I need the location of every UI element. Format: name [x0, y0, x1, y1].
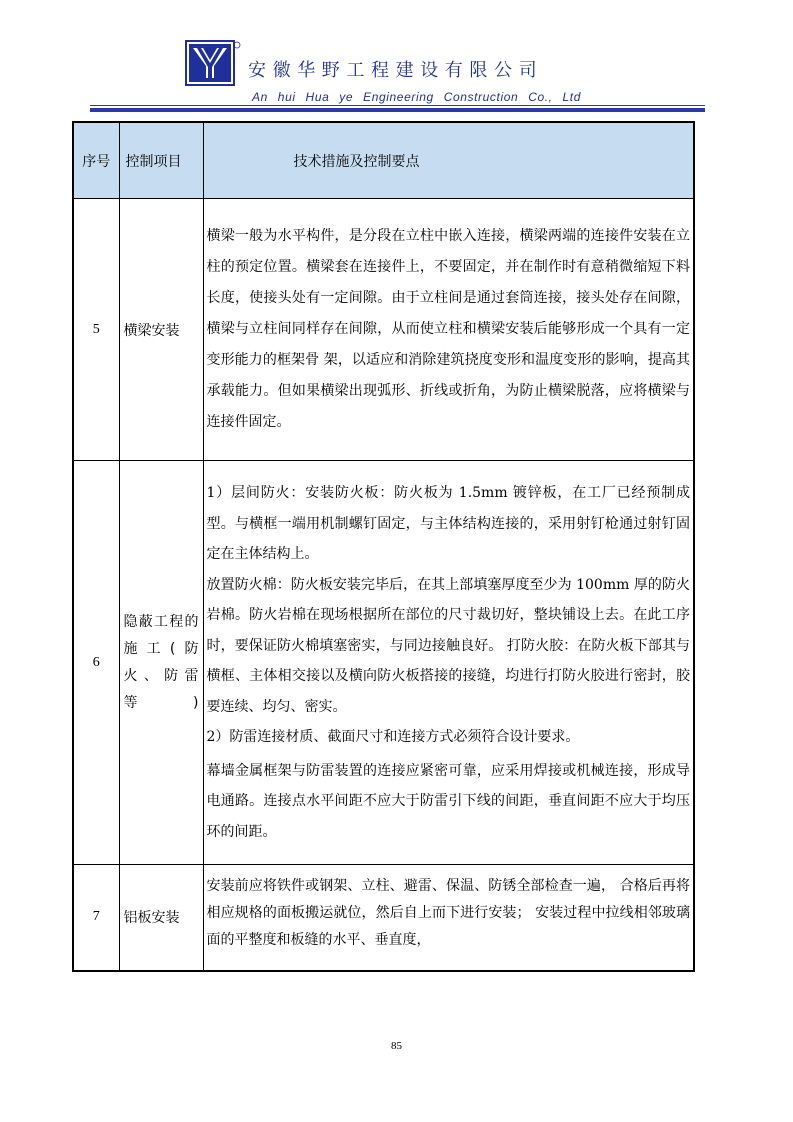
- measure-paragraph: 放置防火棉：防火板安装完毕后，在其上部填塞厚度至少为 100mm 厚的防火岩棉。防火岩棉在现场根据所在部位的尺寸裁切好，整块铺设上去。在此工序时，要保证防火棉填塞密实，与同边接触良好。 打防火胶：在防火板下部其与横框、主体相交接以及横向防火板搭接的接缝，均进行打防火胶进行密封，胶要连续、均匀、密实。: [206, 576, 690, 715]
- measure-paragraph: 1）层间防火：安装防火板：防火板为 1.5mm 镀锌板，在工厂已经预制成型。与横框一端用机制螺钉固定，与主体结构连接的，采用射钉枪通过射钉固定在主体结构上。: [206, 485, 690, 562]
- page-number: 85: [391, 1040, 402, 1052]
- measure-paragraph: 横梁一般为水平构件，是分段在立柱中嵌入连接，横梁两端的连接件安装在立柱的预定位置。横梁套在连接件上，不要固定，并在制作时有意稍微缩短下料长度，使接头处有一定间隙。由于立柱间是通过套筒连接，接头处存在间隙，横梁与立柱间同样存在间隙，从而使立柱和横梁安装后能够形成一个具有一定变形能力的框架骨 架，以适应和消除建筑挠度变形和温度变形的影响，提高其承载能力。但如果横梁出现弧形、折线或折角，为防止横梁脱落，应将横梁与连接件固定。: [206, 228, 690, 430]
- table-row: [73, 461, 694, 865]
- measure-paragraph: 2）防雷连接材质、截面尺寸和连接方式必须符合设计要求。: [206, 729, 580, 745]
- header-divider-thick: [90, 108, 705, 112]
- row-number: 6: [73, 461, 119, 865]
- table-header-row: [73, 122, 694, 199]
- table-row: [73, 865, 694, 971]
- column-header-item: 控制项目: [119, 122, 203, 199]
- row-item: 隐蔽工程的施工(防火、防雷等): [119, 461, 203, 865]
- row-item: 横梁安装: [119, 199, 203, 461]
- column-header-number: 序号: [73, 122, 119, 199]
- measure-paragraph: 安装前应将铁件或钢架、立柱、避雷、保温、防锈全部检查一遍， 合格后再将相应规格的面板搬运就位，然后自上而下进行安装； 安装过程中拉线相邻玻璃面的平整度和板缝的水平、垂直度，: [206, 878, 690, 948]
- row-measures: [203, 199, 694, 461]
- company-logo-icon: [185, 40, 241, 86]
- row-item: 铝板安装: [119, 865, 203, 971]
- measure-paragraph: 幕墙金属框架与防雷装置的连接应紧密可靠，应采用焊接或机械连接，形成导电通路。连接点水平间距不应大于防雷引下线的间距，垂直间距不应大于均压环的间距。: [206, 762, 690, 840]
- row-measures: [203, 461, 694, 865]
- row-number: 7: [73, 865, 119, 971]
- table-row: [73, 199, 694, 461]
- page-header: [0, 0, 793, 120]
- row-number: 5: [73, 199, 119, 461]
- company-name-cn: 安徽华野工程建设有限公司: [248, 60, 544, 81]
- header-divider: [90, 105, 705, 106]
- control-measures-table: [72, 121, 695, 972]
- company-name-en: An hui Hua ye Engineering Construction Co., Ltd: [252, 90, 582, 104]
- column-header-measures: 技术措施及控制要点: [203, 122, 694, 199]
- row-measures: [203, 865, 694, 971]
